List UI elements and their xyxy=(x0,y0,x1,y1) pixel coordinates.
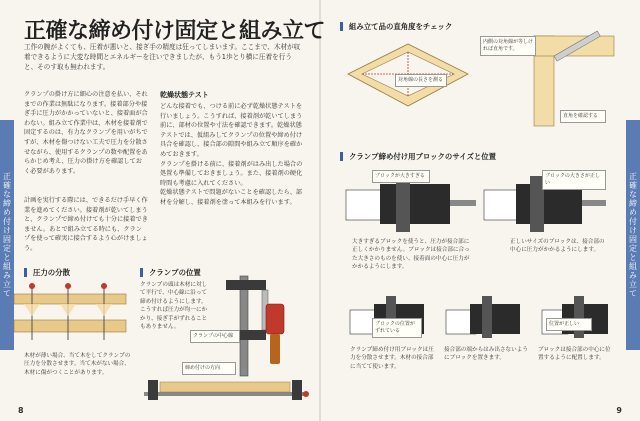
dry-test-heading: 乾燥状態テスト xyxy=(160,91,209,99)
squareness-heading: 組み立て品の直角度をチェック xyxy=(340,22,452,31)
diagonal-equal-callout: 内側の対角線が等しければ直角です。 xyxy=(480,36,536,56)
block-position-2 xyxy=(442,290,532,342)
pressure-illustration xyxy=(10,280,130,350)
block-callout-correct: ブロックの大きさが正しい xyxy=(542,170,606,190)
block-callout-too-big: ブロックが大きすぎる xyxy=(372,170,430,183)
bottom-caption-1: クランプ締め付け用ブロックは圧力を分散させます。木材の接合部に当てて使います。 xyxy=(350,347,434,370)
bar-clamp-illustration xyxy=(140,378,310,404)
lead-paragraph: 工作の腕がよくても、圧着が悪いと、接ぎ手の精度は狂ってしまいます。ここまで、木材が収着できるように大変な時間とエネルギーを注いできましたが、もう1歩とり横に圧着を行うと、そのす取も無われます。 xyxy=(24,43,301,71)
block-callout-ok: 位置が正しい xyxy=(546,318,592,331)
clamp-position-heading: クランプの位置 xyxy=(140,268,201,277)
pressure-heading: 圧力の分散 xyxy=(24,268,70,277)
gutter xyxy=(319,0,321,421)
block-caption-left: 大きすぎるブロックを使うと、圧力が接合部に正しくかかりません。ブロックは接合部に合った大きさのものを使い、接着面の中心に圧力がかかるようにします。 xyxy=(352,239,470,271)
square-callout: 直角を確認する xyxy=(560,110,606,123)
body-column-1: クランプの掛け方に細心の注意を払い、それまでの作業は無駄になります。接着部分や接ぎ手に圧力がかかっていないと、接着面が合わない。組み立て作業中は、木材を接着剤で固定するのは、有力なクランプを用いがちですが、木材を傷つけない工夫で圧力を分散させながら、使用するクランプの数や配置をあらかじめ考え、圧力の掛け方を確認しておく必要があります。 xyxy=(24,91,148,175)
diagonal-callout: 対角線の長さを測る xyxy=(395,74,447,87)
clamp-callout-direction: 締め付けの方向 xyxy=(182,362,236,375)
page-title: 正確な締め付け固定と組み立て xyxy=(24,19,326,44)
page-number-left: 8 xyxy=(18,406,24,415)
pressure-caption: 木材が薄い場合、当て木をしてクランプの圧力を分散させます。当て木がない場合、木材に傷がつくことがあります。 xyxy=(24,353,131,376)
clamp-callout-center: クランプの中心線 xyxy=(190,330,240,343)
block-callout-offset: ブロックの位置がずれている xyxy=(372,318,422,338)
left-side-tab: 正確な締め付け固定と組み立て xyxy=(0,120,14,350)
page-number-right: 9 xyxy=(616,406,622,415)
body-column-2: どんな接着でも、つける前に必ず乾燥状態テストを行いましょう。こうすれば、接着剤が乾いてしまう前に、部材の位置や寸法を確認できます。乾燥状態テストでは、仮組みしてクランプの位置や締め付け具合を確認し、接合部の隙間や組み立て順序を確かめておきます。 クランプを掛ける前に、接着剤がはみ出した場合の処置も準備しておきましょう。また、接着剤の硬化時間も考慮に入れてください。 乾燥状態テストで問題がないことを確認したら、部材を分解し、接着剤を塗って本組みを行います。 xyxy=(160,103,303,206)
block-caption-right: 正しいサイズのブロックは、接合部の中心に圧力がかかるようにします。 xyxy=(510,239,605,254)
bottom-caption-2: 接合部の端からはみ出さないようにブロックを置きます。 xyxy=(444,347,528,362)
right-side-tab: 正確な締め付け固定と組み立て xyxy=(626,120,640,350)
body-column-1b: 計画を実行する際には、できるだけ手早く作業を進めてください。接着剤が乾いてしまうと、クランプで締め付けても十分に接着できません。あとで組み立てる時にも、クランプを使って確実に接合するよう心がけましょう。 xyxy=(24,197,148,252)
bottom-caption-3: ブロックは接合部の中心に位置するように配置します。 xyxy=(538,347,611,362)
block-size-heading: クランプ締め付け用ブロックのサイズと位置 xyxy=(340,152,496,161)
clamp-position-text: クランプの頭は木材に対して平行で、中心線に沿って締め付けるようにします。こうすれば圧力が均一にかかり、接ぎ手がずれることもありません。 xyxy=(140,282,208,331)
block-position-3 xyxy=(538,290,618,342)
